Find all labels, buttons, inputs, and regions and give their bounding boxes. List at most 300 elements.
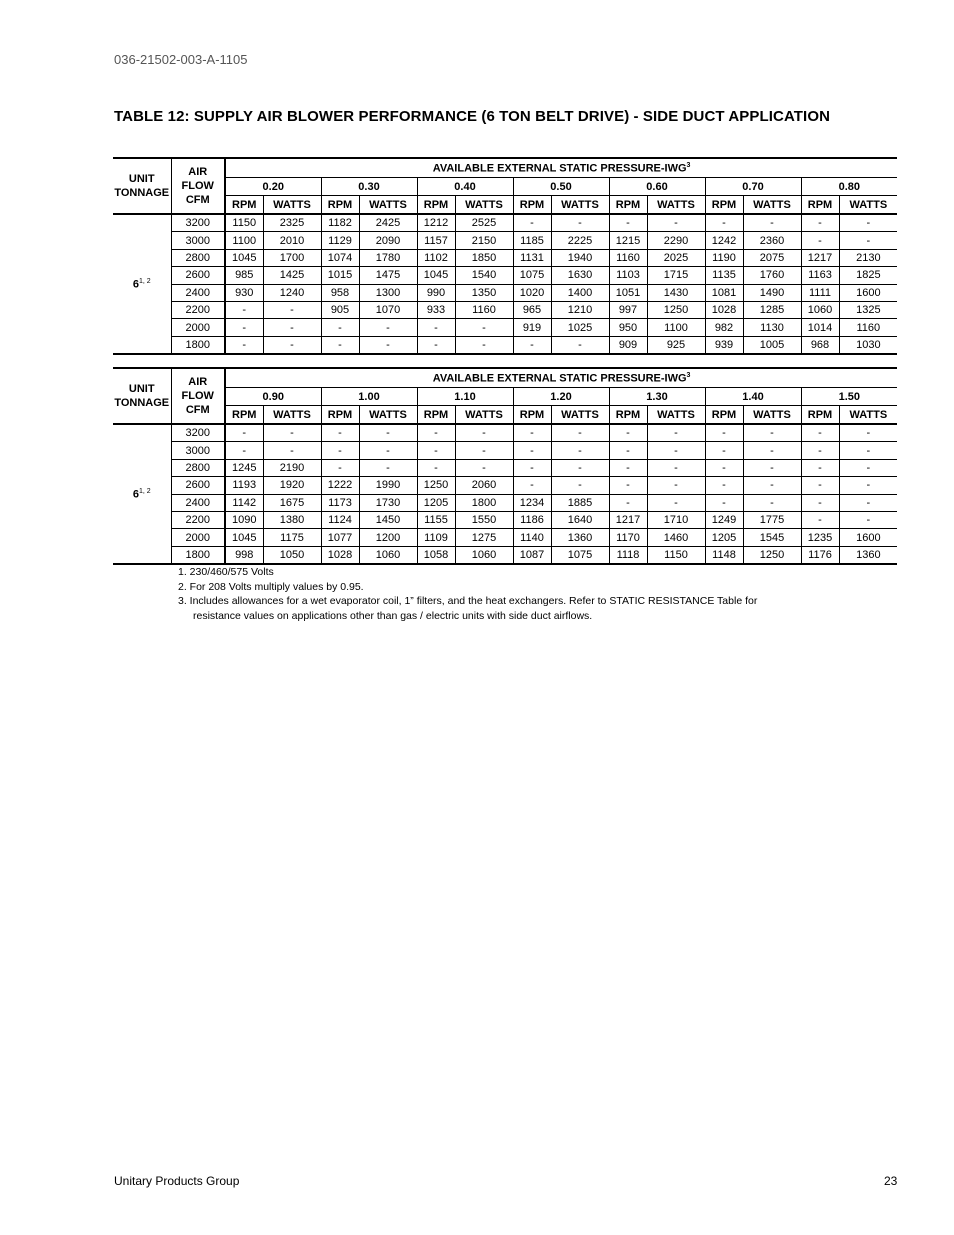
- rpm-cell: -: [225, 424, 263, 442]
- watts-cell: 1100: [647, 319, 705, 336]
- pressure-header: [225, 368, 897, 388]
- watts-cell: 1060: [455, 546, 513, 564]
- pressure-header-text: AVAILABLE EXTERNAL STATIC PRESSURE-IWG: [432, 162, 687, 175]
- performance-table-1: [113, 157, 896, 355]
- watts-cell: 1380: [263, 511, 321, 528]
- rpm-cell: -: [321, 336, 359, 354]
- footnote-3-continued: resistance values on applications other than gas / electric units with side duct airflows.: [193, 609, 593, 622]
- watts-cell: 2025: [647, 249, 705, 266]
- rpm-cell: -: [321, 319, 359, 336]
- watts-cell: 1175: [263, 529, 321, 546]
- pressure-header-note: 3: [686, 371, 691, 379]
- watts-cell: 2290: [647, 232, 705, 249]
- rpm-cell: -: [321, 424, 359, 442]
- rpm-header: RPM: [705, 196, 743, 215]
- watts-cell: -: [647, 459, 705, 476]
- rpm-cell: 1163: [801, 267, 839, 284]
- unit-label: UNIT: [128, 173, 155, 185]
- rpm-cell: 905: [321, 301, 359, 318]
- watts-cell: -: [647, 477, 705, 494]
- rpm-cell: -: [801, 477, 839, 494]
- watts-cell: -: [647, 494, 705, 511]
- rpm-header: RPM: [321, 196, 359, 215]
- rpm-cell: 1087: [513, 546, 551, 564]
- rpm-cell: 1124: [321, 511, 359, 528]
- watts-cell: 1545: [743, 529, 801, 546]
- table-row: [113, 249, 897, 266]
- rpm-cell: 1060: [801, 301, 839, 318]
- rpm-cell: -: [801, 442, 839, 459]
- tonnage-label: TONNAGE: [114, 397, 170, 409]
- watts-cell: -: [743, 424, 801, 442]
- blower-table: [113, 367, 897, 565]
- watts-header: WATTS: [839, 406, 897, 425]
- watts-cell: -: [647, 214, 705, 232]
- rpm-cell: 1131: [513, 249, 551, 266]
- pressure-value: 1.50: [801, 388, 897, 406]
- rpm-cell: 1148: [705, 546, 743, 564]
- watts-cell: -: [743, 477, 801, 494]
- footnote-1: 1. 230/460/575 Volts: [178, 566, 274, 578]
- watts-cell: 1430: [647, 284, 705, 301]
- watts-cell: 1550: [455, 511, 513, 528]
- pressure-header-text: AVAILABLE EXTERNAL STATIC PRESSURE-IWG: [432, 372, 687, 385]
- watts-cell: -: [455, 424, 513, 442]
- watts-cell: 1730: [359, 494, 417, 511]
- rpm-cell: 1140: [513, 529, 551, 546]
- rpm-cell: -: [225, 319, 263, 336]
- rpm-cell: -: [705, 494, 743, 511]
- pressure-header-note: 3: [686, 161, 691, 169]
- cfm-cell: 3000: [171, 232, 225, 249]
- watts-cell: 1540: [455, 267, 513, 284]
- watts-cell: 1050: [263, 546, 321, 564]
- air-label: AIR: [188, 376, 208, 388]
- rpm-cell: 1222: [321, 477, 359, 494]
- watts-cell: 1885: [551, 494, 609, 511]
- watts-header: WATTS: [455, 196, 513, 215]
- rpm-cell: 1185: [513, 232, 551, 249]
- rpm-cell: 1250: [417, 477, 455, 494]
- watts-cell: 1850: [455, 249, 513, 266]
- watts-cell: -: [359, 442, 417, 459]
- watts-cell: 2075: [743, 249, 801, 266]
- rpm-header: RPM: [609, 196, 647, 215]
- watts-cell: -: [455, 336, 513, 354]
- rpm-cell: 998: [225, 546, 263, 564]
- rpm-cell: -: [417, 319, 455, 336]
- watts-cell: -: [839, 494, 897, 511]
- rpm-cell: 958: [321, 284, 359, 301]
- watts-cell: -: [839, 442, 897, 459]
- footnotes: [178, 565, 757, 623]
- table-title: TABLE 12: SUPPLY AIR BLOWER PERFORMANCE (6 TON BELT DRIVE) - SIDE DUCT APPLICATION: [114, 108, 831, 125]
- watts-cell: -: [839, 424, 897, 442]
- rpm-header: RPM: [801, 196, 839, 215]
- watts-cell: 1275: [455, 529, 513, 546]
- watts-cell: 1160: [455, 301, 513, 318]
- rpm-cell: -: [417, 442, 455, 459]
- watts-cell: -: [263, 424, 321, 442]
- pressure-value: 1.20: [513, 388, 609, 406]
- rpm-cell: 1109: [417, 529, 455, 546]
- rpm-cell: 990: [417, 284, 455, 301]
- tonnage-cell: [113, 214, 171, 354]
- table-row: [113, 511, 897, 528]
- pressure-value: 0.40: [417, 178, 513, 196]
- tonnage-label: TONNAGE: [114, 187, 170, 199]
- watts-cell: 1800: [455, 494, 513, 511]
- cfm-cell: 2000: [171, 319, 225, 336]
- watts-cell: 1400: [551, 284, 609, 301]
- rpm-cell: 1028: [705, 301, 743, 318]
- rpm-cell: 1186: [513, 511, 551, 528]
- rpm-cell: -: [705, 424, 743, 442]
- rpm-cell: 1155: [417, 511, 455, 528]
- watts-cell: -: [455, 442, 513, 459]
- rpm-header: RPM: [801, 406, 839, 425]
- rpm-cell: 1074: [321, 249, 359, 266]
- rpm-cell: 1242: [705, 232, 743, 249]
- watts-cell: 1030: [839, 336, 897, 354]
- rpm-cell: 1028: [321, 546, 359, 564]
- watts-cell: 1780: [359, 249, 417, 266]
- flow-label: FLOW: [181, 390, 214, 402]
- rpm-cell: -: [417, 459, 455, 476]
- watts-cell: 1640: [551, 511, 609, 528]
- rpm-cell: 1081: [705, 284, 743, 301]
- rpm-cell: 939: [705, 336, 743, 354]
- rpm-cell: 1173: [321, 494, 359, 511]
- rpm-cell: 1045: [417, 267, 455, 284]
- watts-header: WATTS: [551, 406, 609, 425]
- page-number: 23: [884, 1174, 898, 1188]
- watts-cell: -: [839, 477, 897, 494]
- table-row: [113, 459, 897, 476]
- watts-cell: -: [743, 494, 801, 511]
- cfm-cell: 1800: [171, 546, 225, 564]
- rpm-cell: 1234: [513, 494, 551, 511]
- table-row: [113, 494, 897, 511]
- table-row: [113, 442, 897, 459]
- watts-cell: 1475: [359, 267, 417, 284]
- pressure-value: 1.10: [417, 388, 513, 406]
- cfm-cell: 2200: [171, 301, 225, 318]
- rpm-cell: 1235: [801, 529, 839, 546]
- watts-cell: -: [743, 214, 801, 232]
- watts-cell: -: [455, 319, 513, 336]
- rpm-cell: -: [801, 459, 839, 476]
- pressure-value: 1.40: [705, 388, 801, 406]
- rpm-cell: 1020: [513, 284, 551, 301]
- table-row: [113, 284, 897, 301]
- rpm-cell: 982: [705, 319, 743, 336]
- watts-cell: 1160: [839, 319, 897, 336]
- watts-header: WATTS: [263, 406, 321, 425]
- watts-cell: -: [551, 336, 609, 354]
- rpm-cell: 1077: [321, 529, 359, 546]
- watts-cell: 2225: [551, 232, 609, 249]
- pressure-value: 1.00: [321, 388, 417, 406]
- watts-cell: 1240: [263, 284, 321, 301]
- watts-cell: 1210: [551, 301, 609, 318]
- performance-table-2: [113, 367, 896, 565]
- cfm-cell: 2600: [171, 477, 225, 494]
- footnote-2: 2. For 208 Volts multiply values by 0.95.: [178, 580, 364, 593]
- watts-cell: -: [359, 319, 417, 336]
- watts-cell: 1360: [839, 546, 897, 564]
- rpm-cell: -: [321, 459, 359, 476]
- rpm-header: RPM: [321, 406, 359, 425]
- watts-cell: -: [263, 442, 321, 459]
- table-row: [113, 336, 897, 354]
- watts-cell: -: [551, 477, 609, 494]
- watts-cell: 1060: [359, 546, 417, 564]
- tonnage-value: 6: [132, 278, 139, 291]
- rpm-cell: -: [609, 424, 647, 442]
- rpm-cell: 1102: [417, 249, 455, 266]
- watts-cell: 1825: [839, 267, 897, 284]
- rpm-cell: 1075: [513, 267, 551, 284]
- table-row: [113, 301, 897, 318]
- pressure-value: 0.50: [513, 178, 609, 196]
- watts-cell: 1130: [743, 319, 801, 336]
- watts-cell: 1710: [647, 511, 705, 528]
- watts-cell: 1425: [263, 267, 321, 284]
- rpm-cell: 1157: [417, 232, 455, 249]
- rpm-cell: 1217: [801, 249, 839, 266]
- watts-cell: 1300: [359, 284, 417, 301]
- watts-cell: 1600: [839, 284, 897, 301]
- watts-cell: 1460: [647, 529, 705, 546]
- watts-cell: 1025: [551, 319, 609, 336]
- table-row: [113, 477, 897, 494]
- pressure-value: 0.30: [321, 178, 417, 196]
- watts-cell: 925: [647, 336, 705, 354]
- cfm-label: CFM: [185, 194, 210, 206]
- air-label: AIR: [188, 166, 208, 178]
- watts-cell: -: [263, 336, 321, 354]
- table-row: [113, 214, 897, 232]
- watts-header: WATTS: [743, 406, 801, 425]
- rpm-header: RPM: [609, 406, 647, 425]
- watts-cell: -: [551, 214, 609, 232]
- rpm-cell: 1100: [225, 232, 263, 249]
- watts-cell: 1200: [359, 529, 417, 546]
- watts-cell: -: [551, 424, 609, 442]
- tonnage-value: 6: [132, 488, 139, 501]
- watts-cell: 2060: [455, 477, 513, 494]
- rpm-cell: 1014: [801, 319, 839, 336]
- rpm-cell: -: [609, 459, 647, 476]
- watts-header: WATTS: [263, 196, 321, 215]
- rpm-cell: 1135: [705, 267, 743, 284]
- table-row: [113, 529, 897, 546]
- watts-cell: 1250: [647, 301, 705, 318]
- rpm-cell: 1190: [705, 249, 743, 266]
- tonnage-cell: [113, 424, 171, 564]
- watts-cell: -: [455, 459, 513, 476]
- rpm-cell: 1111: [801, 284, 839, 301]
- rpm-cell: -: [225, 336, 263, 354]
- rpm-cell: 1045: [225, 249, 263, 266]
- rpm-cell: -: [225, 301, 263, 318]
- watts-header: WATTS: [551, 196, 609, 215]
- rpm-cell: 950: [609, 319, 647, 336]
- watts-cell: -: [743, 442, 801, 459]
- cfm-cell: 3200: [171, 214, 225, 232]
- watts-cell: 1490: [743, 284, 801, 301]
- watts-cell: 2190: [263, 459, 321, 476]
- pressure-value: 0.70: [705, 178, 801, 196]
- rpm-cell: 965: [513, 301, 551, 318]
- watts-cell: -: [839, 214, 897, 232]
- watts-header: WATTS: [647, 406, 705, 425]
- rpm-cell: 919: [513, 319, 551, 336]
- watts-cell: -: [263, 319, 321, 336]
- footnote-3: 3. Includes allowances for a wet evaporator coil, 1” filters, and the heat exchangers. Refer to STATIC RESISTANCE Table for: [178, 595, 758, 607]
- rpm-cell: 1212: [417, 214, 455, 232]
- cfm-cell: 2800: [171, 249, 225, 266]
- rpm-cell: 1170: [609, 529, 647, 546]
- pressure-value: 1.30: [609, 388, 705, 406]
- rpm-header: RPM: [417, 196, 455, 215]
- watts-cell: -: [743, 459, 801, 476]
- watts-cell: -: [263, 301, 321, 318]
- watts-header: WATTS: [839, 196, 897, 215]
- rpm-cell: -: [417, 336, 455, 354]
- rpm-cell: 1150: [225, 214, 263, 232]
- rpm-cell: -: [609, 494, 647, 511]
- rpm-cell: -: [513, 477, 551, 494]
- cfm-cell: 2400: [171, 494, 225, 511]
- watts-cell: 2010: [263, 232, 321, 249]
- rpm-cell: 1193: [225, 477, 263, 494]
- watts-cell: 1360: [551, 529, 609, 546]
- rpm-header: RPM: [225, 406, 263, 425]
- rpm-cell: -: [513, 442, 551, 459]
- rpm-cell: -: [705, 214, 743, 232]
- watts-cell: 1070: [359, 301, 417, 318]
- watts-cell: -: [359, 424, 417, 442]
- pressure-header: [225, 158, 897, 178]
- rpm-cell: -: [609, 214, 647, 232]
- pressure-value: 0.20: [225, 178, 321, 196]
- watts-cell: 2090: [359, 232, 417, 249]
- rpm-cell: 1176: [801, 546, 839, 564]
- air-flow-cfm-header: [171, 368, 225, 424]
- rpm-cell: 933: [417, 301, 455, 318]
- rpm-cell: -: [801, 232, 839, 249]
- rpm-cell: -: [801, 214, 839, 232]
- unit-tonnage-header: [113, 368, 171, 424]
- rpm-header: RPM: [705, 406, 743, 425]
- watts-cell: 1600: [839, 529, 897, 546]
- watts-cell: 1990: [359, 477, 417, 494]
- watts-cell: 2130: [839, 249, 897, 266]
- rpm-cell: 1217: [609, 511, 647, 528]
- rpm-cell: 1129: [321, 232, 359, 249]
- rpm-cell: 1205: [705, 529, 743, 546]
- rpm-cell: 968: [801, 336, 839, 354]
- watts-cell: 2360: [743, 232, 801, 249]
- rpm-cell: 1142: [225, 494, 263, 511]
- rpm-cell: 1160: [609, 249, 647, 266]
- table-row: [113, 546, 897, 564]
- watts-cell: 2425: [359, 214, 417, 232]
- rpm-cell: -: [417, 424, 455, 442]
- watts-cell: 1250: [743, 546, 801, 564]
- rpm-cell: -: [801, 511, 839, 528]
- rpm-cell: -: [801, 424, 839, 442]
- rpm-cell: 1118: [609, 546, 647, 564]
- rpm-header: RPM: [513, 196, 551, 215]
- table-row: [113, 267, 897, 284]
- rpm-cell: 985: [225, 267, 263, 284]
- blower-table: [113, 157, 897, 355]
- watts-cell: -: [359, 336, 417, 354]
- air-flow-cfm-header: [171, 158, 225, 214]
- watts-header: WATTS: [359, 196, 417, 215]
- cfm-cell: 2400: [171, 284, 225, 301]
- watts-cell: 1700: [263, 249, 321, 266]
- watts-cell: -: [359, 459, 417, 476]
- watts-cell: 2525: [455, 214, 513, 232]
- flow-label: FLOW: [181, 180, 214, 192]
- footer-company: Unitary Products Group: [114, 1174, 240, 1188]
- unit-tonnage-header: [113, 158, 171, 214]
- pressure-value: 0.60: [609, 178, 705, 196]
- watts-cell: 1630: [551, 267, 609, 284]
- rpm-cell: 1245: [225, 459, 263, 476]
- rpm-header: RPM: [417, 406, 455, 425]
- rpm-cell: -: [705, 459, 743, 476]
- rpm-cell: -: [609, 442, 647, 459]
- table-row: [113, 424, 897, 442]
- rpm-header: RPM: [225, 196, 263, 215]
- tonnage-note: 1, 2: [138, 277, 151, 285]
- table-row: [113, 319, 897, 336]
- rpm-cell: -: [609, 477, 647, 494]
- pressure-value: 0.80: [801, 178, 897, 196]
- rpm-cell: -: [705, 477, 743, 494]
- rpm-cell: 1205: [417, 494, 455, 511]
- rpm-cell: 1045: [225, 529, 263, 546]
- rpm-cell: 1182: [321, 214, 359, 232]
- cfm-cell: 2800: [171, 459, 225, 476]
- watts-cell: 1075: [551, 546, 609, 564]
- cfm-cell: 1800: [171, 336, 225, 354]
- watts-cell: -: [839, 232, 897, 249]
- watts-header: WATTS: [359, 406, 417, 425]
- rpm-cell: -: [513, 214, 551, 232]
- watts-cell: -: [647, 424, 705, 442]
- watts-cell: 1005: [743, 336, 801, 354]
- rpm-cell: -: [705, 442, 743, 459]
- pressure-value: 0.90: [225, 388, 321, 406]
- rpm-header: RPM: [513, 406, 551, 425]
- watts-header: WATTS: [647, 196, 705, 215]
- watts-cell: -: [551, 459, 609, 476]
- rpm-cell: 1215: [609, 232, 647, 249]
- cfm-cell: 2600: [171, 267, 225, 284]
- rpm-cell: 1103: [609, 267, 647, 284]
- rpm-cell: 1015: [321, 267, 359, 284]
- watts-cell: -: [839, 459, 897, 476]
- table-row: [113, 232, 897, 249]
- watts-cell: 1450: [359, 511, 417, 528]
- watts-cell: 2150: [455, 232, 513, 249]
